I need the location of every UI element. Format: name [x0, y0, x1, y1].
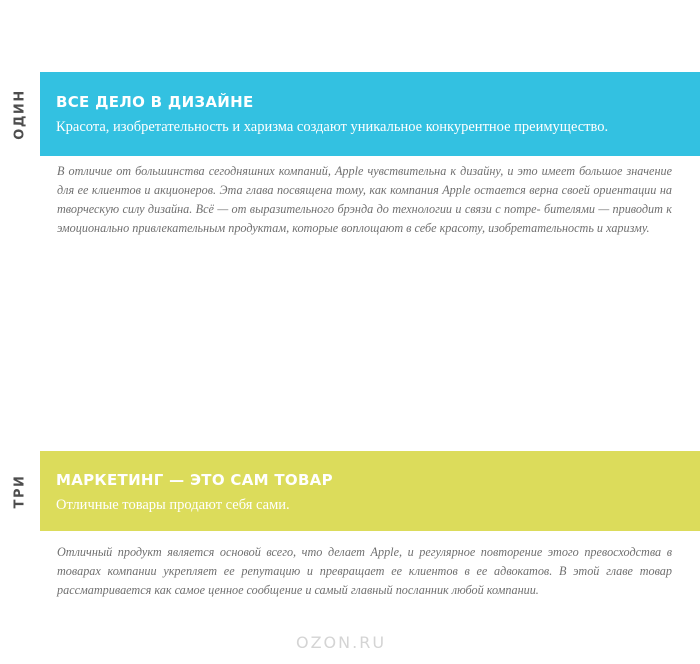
- body-line: бителями — приводит к эмоционально привлекательным продуктам, которые воплощают в себе красоту,: [57, 202, 672, 235]
- section-subtitle: Отличные товары продают себя сами.: [56, 497, 290, 513]
- section-banner-design: [40, 72, 700, 156]
- body-line: В отличие от большинства сегодняшних компаний, Apple чувствительна к дизайну, и это имеет большое: [57, 164, 623, 178]
- section-number-label: ОДИН: [12, 88, 28, 140]
- body-line: Отличный продукт является основой всего, что делает Apple, и регулярное повторение этого превосходства: [57, 545, 662, 559]
- body-line: значение для ее клиентов и акционеров. Эта глава посвящена тому, как компания Apple остается верна своей: [57, 164, 672, 197]
- section-number-one: [0, 72, 40, 156]
- section-number-three: [0, 451, 40, 531]
- section-subtitle: Красота, изобретательность и харизма создают уникальное конкурентное преимущество.: [56, 119, 609, 135]
- section-body-marketing: [57, 543, 672, 600]
- section-number-label: ТРИ: [12, 474, 28, 508]
- section-body-design: [57, 162, 672, 238]
- section-banner-marketing: [40, 451, 700, 531]
- body-line: изобретательность и харизму.: [488, 221, 650, 235]
- body-line: ориентации на творческую силу дизайна. Всё — от выразительного брэнда до технологии и связи с потре-: [57, 183, 672, 216]
- body-line: в товарах компании укрепляет ее репутацию и превращает ее клиентов в ее адвокатов. В этой главе товар: [57, 545, 672, 578]
- ozon-watermark: OZON.RU: [296, 633, 387, 652]
- section-title: ВСЕ ДЕЛО В ДИЗАЙНЕ: [56, 93, 254, 111]
- body-line: рассматривается как самое ценное сообщение и самый главный посланник любой компании.: [57, 583, 539, 597]
- section-title: МАРКЕТИНГ — ЭТО САМ ТОВАР: [56, 471, 333, 489]
